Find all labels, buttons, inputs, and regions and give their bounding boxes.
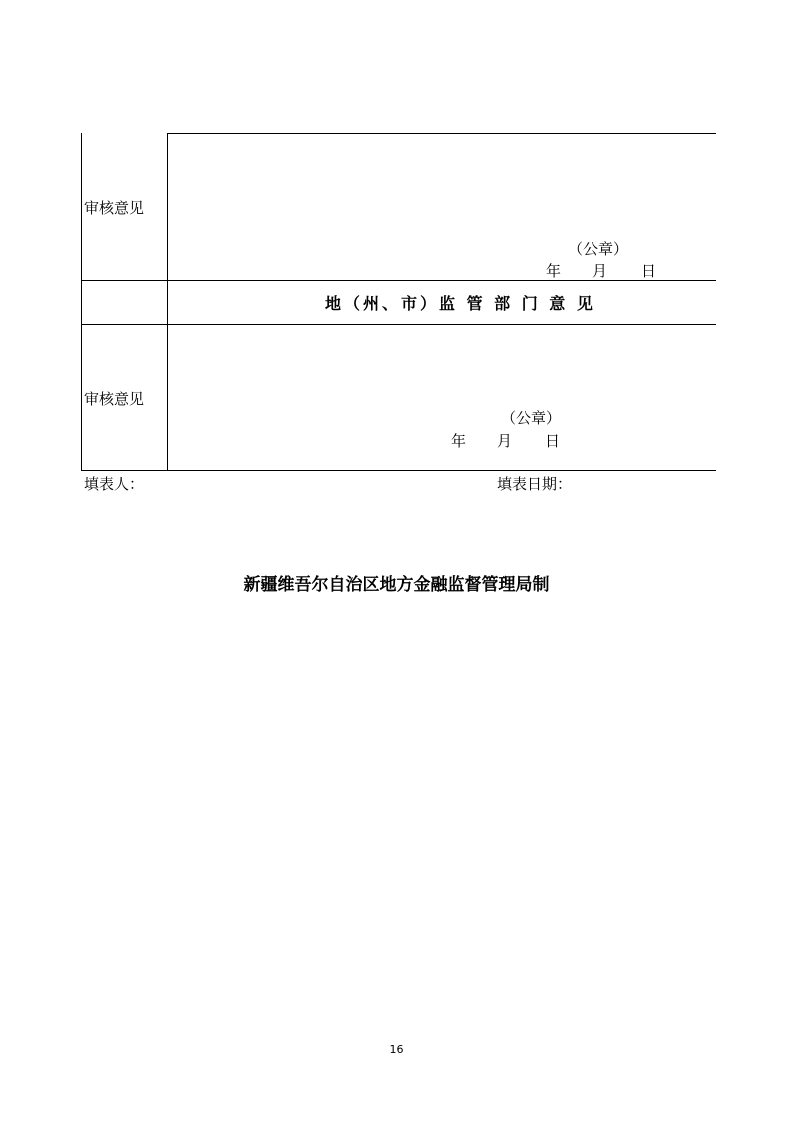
table-rule-divider — [167, 133, 168, 471]
official-seal-label: （公章） — [501, 409, 562, 427]
date-day-label: 日 — [545, 432, 561, 450]
page-number: 16 — [389, 1043, 404, 1056]
official-seal-label: （公章） — [568, 240, 629, 258]
date-month-label: 月 — [592, 262, 608, 280]
date-year-label: 年 — [546, 262, 562, 280]
issuing-authority: 新疆维吾尔自治区地方金融监督管理局制 — [243, 575, 550, 595]
section-heading: 地（州、市）监 管 部 门 意 见 — [325, 294, 596, 313]
table-rule-left — [81, 133, 82, 471]
date-month-label: 月 — [497, 432, 513, 450]
date-day-label: 日 — [641, 262, 657, 280]
review-opinion-label: 审核意见 — [84, 199, 145, 217]
date-year-label: 年 — [451, 432, 467, 450]
fill-date-field-label: 填表日期： — [497, 475, 573, 493]
table-rule-top — [167, 133, 716, 134]
table-rule-row2 — [81, 324, 716, 325]
table-rule-bottom — [81, 470, 716, 471]
review-opinion-label: 审核意见 — [84, 390, 145, 408]
filler-field-label: 填表人： — [84, 475, 145, 493]
table-rule-row1 — [81, 280, 716, 281]
